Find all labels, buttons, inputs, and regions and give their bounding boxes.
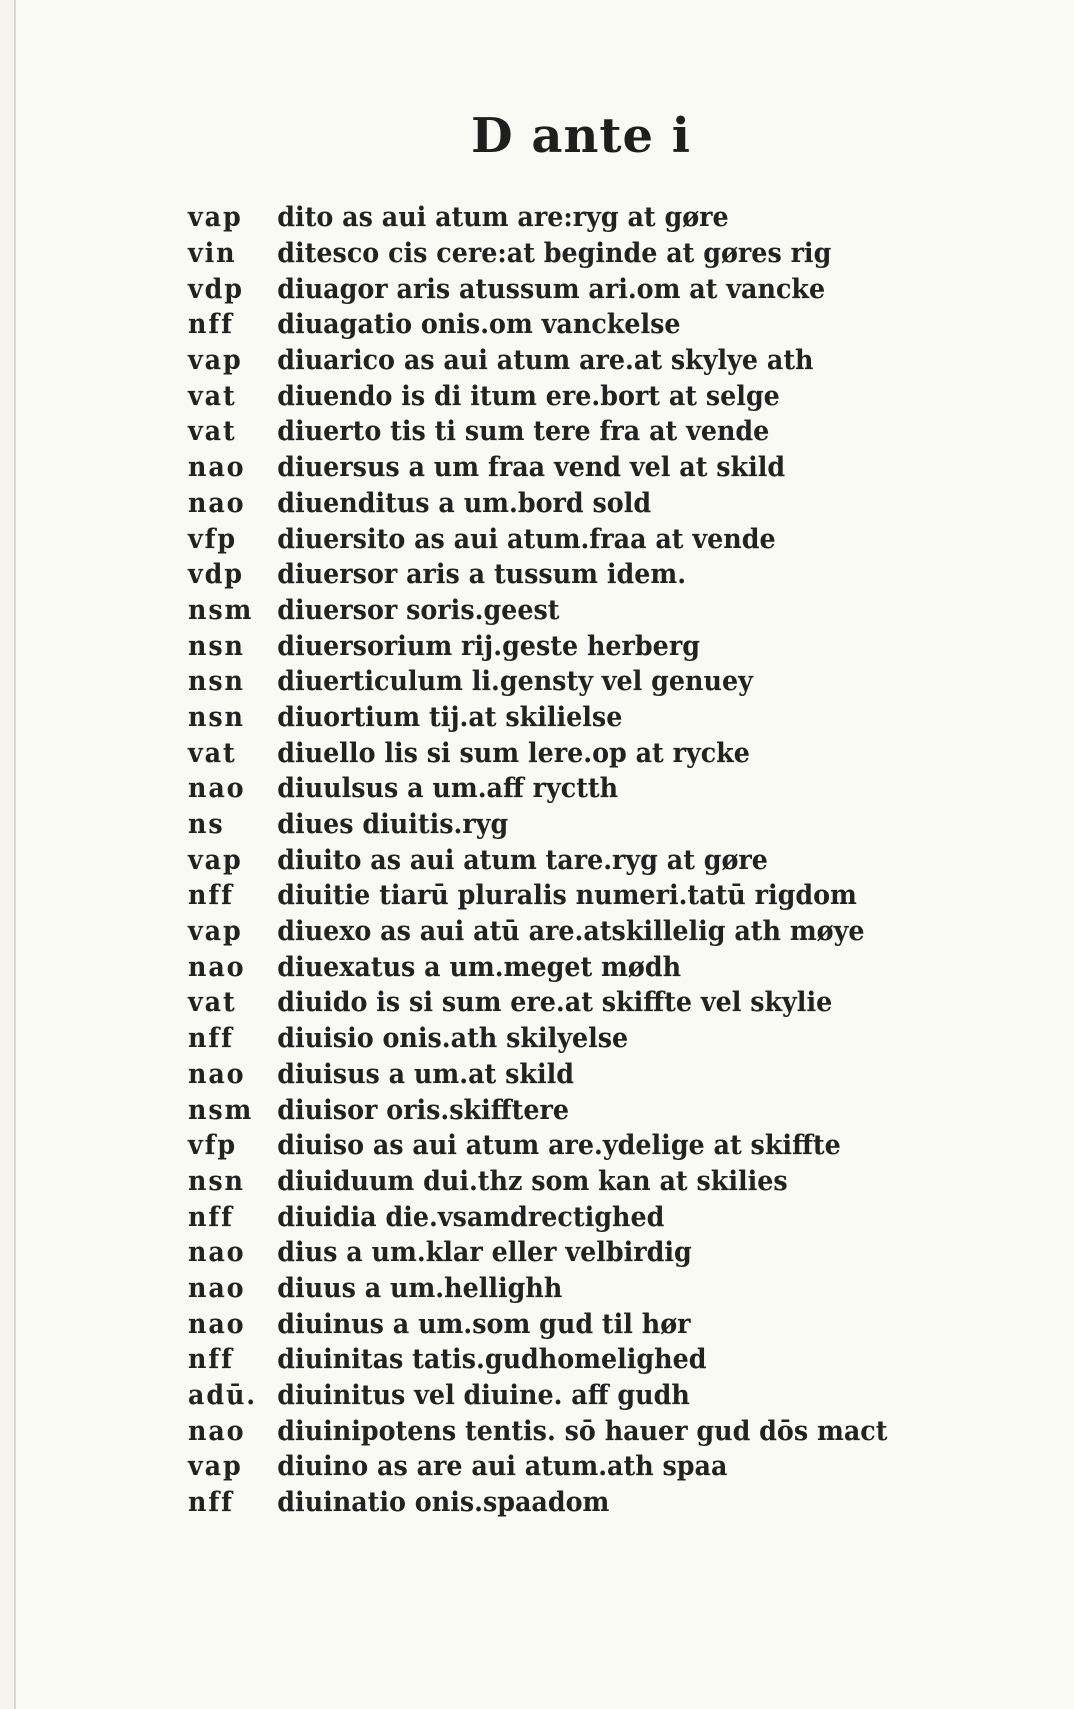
dictionary-entry (188, 628, 1015, 664)
entry-text: diuenditus a um.bord sold (277, 487, 652, 519)
grammar-code: vap (188, 1451, 243, 1483)
grammar-code: ns (188, 809, 225, 841)
grammar-code: nao (188, 951, 246, 983)
dictionary-entry (188, 878, 1015, 914)
dictionary-entry (188, 450, 1015, 486)
grammar-code: vdp (188, 273, 244, 305)
entry-text: diuersorium rij.geste herberg (277, 630, 700, 662)
entry-text: diues diuitis.ryg (277, 809, 509, 841)
grammar-code: nff (188, 1344, 234, 1376)
grammar-code: vap (188, 844, 243, 876)
entry-text: diuagatio onis.om vanckelse (277, 309, 681, 341)
grammar-code: vat (188, 380, 237, 412)
grammar-code: vat (188, 416, 237, 448)
entry-text: diuulsus a um.aff ryctth (277, 773, 619, 805)
entry-text: diuino as are aui atum.ath spaa (277, 1451, 728, 1483)
grammar-code: nao (188, 487, 246, 519)
dictionary-entry (188, 1378, 1015, 1414)
grammar-code: nff (188, 880, 234, 912)
grammar-code: nao (188, 452, 246, 484)
entry-text: diuisus a um.at skild (277, 1058, 574, 1090)
entry-text: diuortium tij.at skilielse (277, 701, 623, 733)
dictionary-entry (188, 521, 1015, 557)
grammar-code: nao (188, 1237, 246, 1269)
page-heading: D ante i (471, 108, 691, 164)
dictionary-entry (188, 700, 1015, 736)
entry-text: diuersus a um fraa vend vel at skild (277, 452, 786, 484)
grammar-code: nao (188, 1308, 246, 1340)
dictionary-entry (188, 1342, 1015, 1378)
entry-text: dito as aui atum are:ryg at gøre (277, 202, 729, 234)
entry-text: diuito as aui atum tare.ryg at gøre (277, 844, 768, 876)
entry-text: diuexatus a um.meget mødh (277, 951, 682, 983)
dictionary-entry-list (188, 200, 1068, 1520)
grammar-code: nsn (188, 630, 245, 662)
dictionary-entry (188, 414, 1015, 450)
entry-text: diuitie tiarū pluralis numeri.tatū rigdom (277, 880, 857, 912)
grammar-code: vin (188, 238, 237, 270)
grammar-code: vat (188, 737, 237, 769)
entry-text: diuerto tis ti sum tere fra at vende (277, 416, 770, 448)
entry-text: diuinus a um.som gud til hør (277, 1308, 691, 1340)
grammar-code: vap (188, 345, 243, 377)
entry-text: diuiso as aui atum are.ydelige at skiffte (277, 1130, 841, 1162)
grammar-code: nao (188, 1058, 246, 1090)
grammar-code: nff (188, 1023, 234, 1055)
grammar-code: nao (188, 773, 246, 805)
grammar-code: nff (188, 1201, 234, 1233)
dictionary-entry (188, 914, 1015, 950)
dictionary-entry (188, 1128, 1015, 1164)
document-page (14, 0, 1074, 1709)
dictionary-entry (188, 664, 1015, 700)
entry-text: diuarico as aui atum are.at skylye ath (277, 345, 814, 377)
dictionary-entry (188, 557, 1015, 593)
entry-text: diuinatio onis.spaadom (277, 1487, 610, 1519)
grammar-code: nsn (188, 1165, 245, 1197)
grammar-code: nff (188, 309, 234, 341)
dictionary-entry (188, 236, 1015, 272)
dictionary-entry (188, 593, 1015, 629)
dictionary-entry (188, 1271, 1015, 1307)
dictionary-entry (188, 842, 1015, 878)
grammar-code: vat (188, 987, 237, 1019)
dictionary-entry (188, 1021, 1015, 1057)
dictionary-entry (188, 1449, 1015, 1485)
grammar-code: nsm (188, 594, 254, 626)
dictionary-entry (188, 985, 1015, 1021)
entry-text: diuinitas tatis.gudhomelighed (277, 1344, 707, 1376)
dictionary-entry (188, 1092, 1015, 1128)
grammar-code: nao (188, 1272, 246, 1304)
entry-text: diuidia die.vsamdrectighed (277, 1201, 665, 1233)
dictionary-entry (188, 1485, 1015, 1521)
dictionary-entry (188, 343, 1015, 379)
entry-text: diuinipotens tentis. sō hauer gud dōs mact (277, 1415, 888, 1447)
grammar-code: nsm (188, 1094, 254, 1126)
dictionary-entry (188, 200, 1015, 236)
entry-text: diuersor aris a tussum idem. (277, 559, 687, 591)
dictionary-entry (188, 807, 1015, 843)
dictionary-entry (188, 307, 1015, 343)
entry-text: diuinitus vel diuine. aff gudh (277, 1380, 690, 1412)
entry-text: diuus a um.hellighh (277, 1272, 563, 1304)
grammar-code: nsn (188, 666, 245, 698)
entry-text: diuido is si sum ere.at skiffte vel skylie (277, 987, 833, 1019)
grammar-code: vap (188, 202, 243, 234)
dictionary-entry (188, 486, 1015, 522)
dictionary-entry (188, 1235, 1015, 1271)
entry-text: diuexo as aui atū are.atskillelig ath møye (277, 916, 865, 948)
entry-text: diuersito as aui atum.fraa at vende (277, 523, 776, 555)
entry-text: diuisor oris.skifftere (277, 1094, 570, 1126)
grammar-code: vfp (188, 523, 238, 555)
grammar-code: vfp (188, 1130, 238, 1162)
dictionary-entry (188, 771, 1015, 807)
dictionary-entry (188, 949, 1015, 985)
grammar-code: nao (188, 1415, 246, 1447)
dictionary-entry (188, 271, 1015, 307)
grammar-code: vdp (188, 559, 244, 591)
dictionary-entry (188, 1164, 1015, 1200)
entry-text: diuagor aris atussum ari.om at vancke (277, 273, 826, 305)
entry-text: dius a um.klar eller velbirdig (277, 1237, 692, 1269)
entry-text: diuersor soris.geest (277, 594, 560, 626)
entry-text: diuendo is di itum ere.bort at selge (277, 380, 780, 412)
grammar-code: vap (188, 916, 243, 948)
entry-text: diuerticulum li.gensty vel genuey (277, 666, 753, 698)
grammar-code: adū. (188, 1380, 258, 1412)
entry-text: diuiduum dui.thz som kan at skilies (277, 1165, 788, 1197)
entry-text: diuello lis si sum lere.op at rycke (277, 737, 750, 769)
dictionary-entry (188, 1306, 1015, 1342)
entry-text: diuisio onis.ath skilyelse (277, 1023, 629, 1055)
grammar-code: nff (188, 1487, 234, 1519)
dictionary-entry (188, 1057, 1015, 1093)
grammar-code: nsn (188, 701, 245, 733)
dictionary-entry (188, 1413, 1015, 1449)
dictionary-entry (188, 735, 1015, 771)
dictionary-entry (188, 378, 1015, 414)
entry-text: ditesco cis cere:at beginde at gøres rig (277, 238, 832, 270)
dictionary-entry (188, 1199, 1015, 1235)
